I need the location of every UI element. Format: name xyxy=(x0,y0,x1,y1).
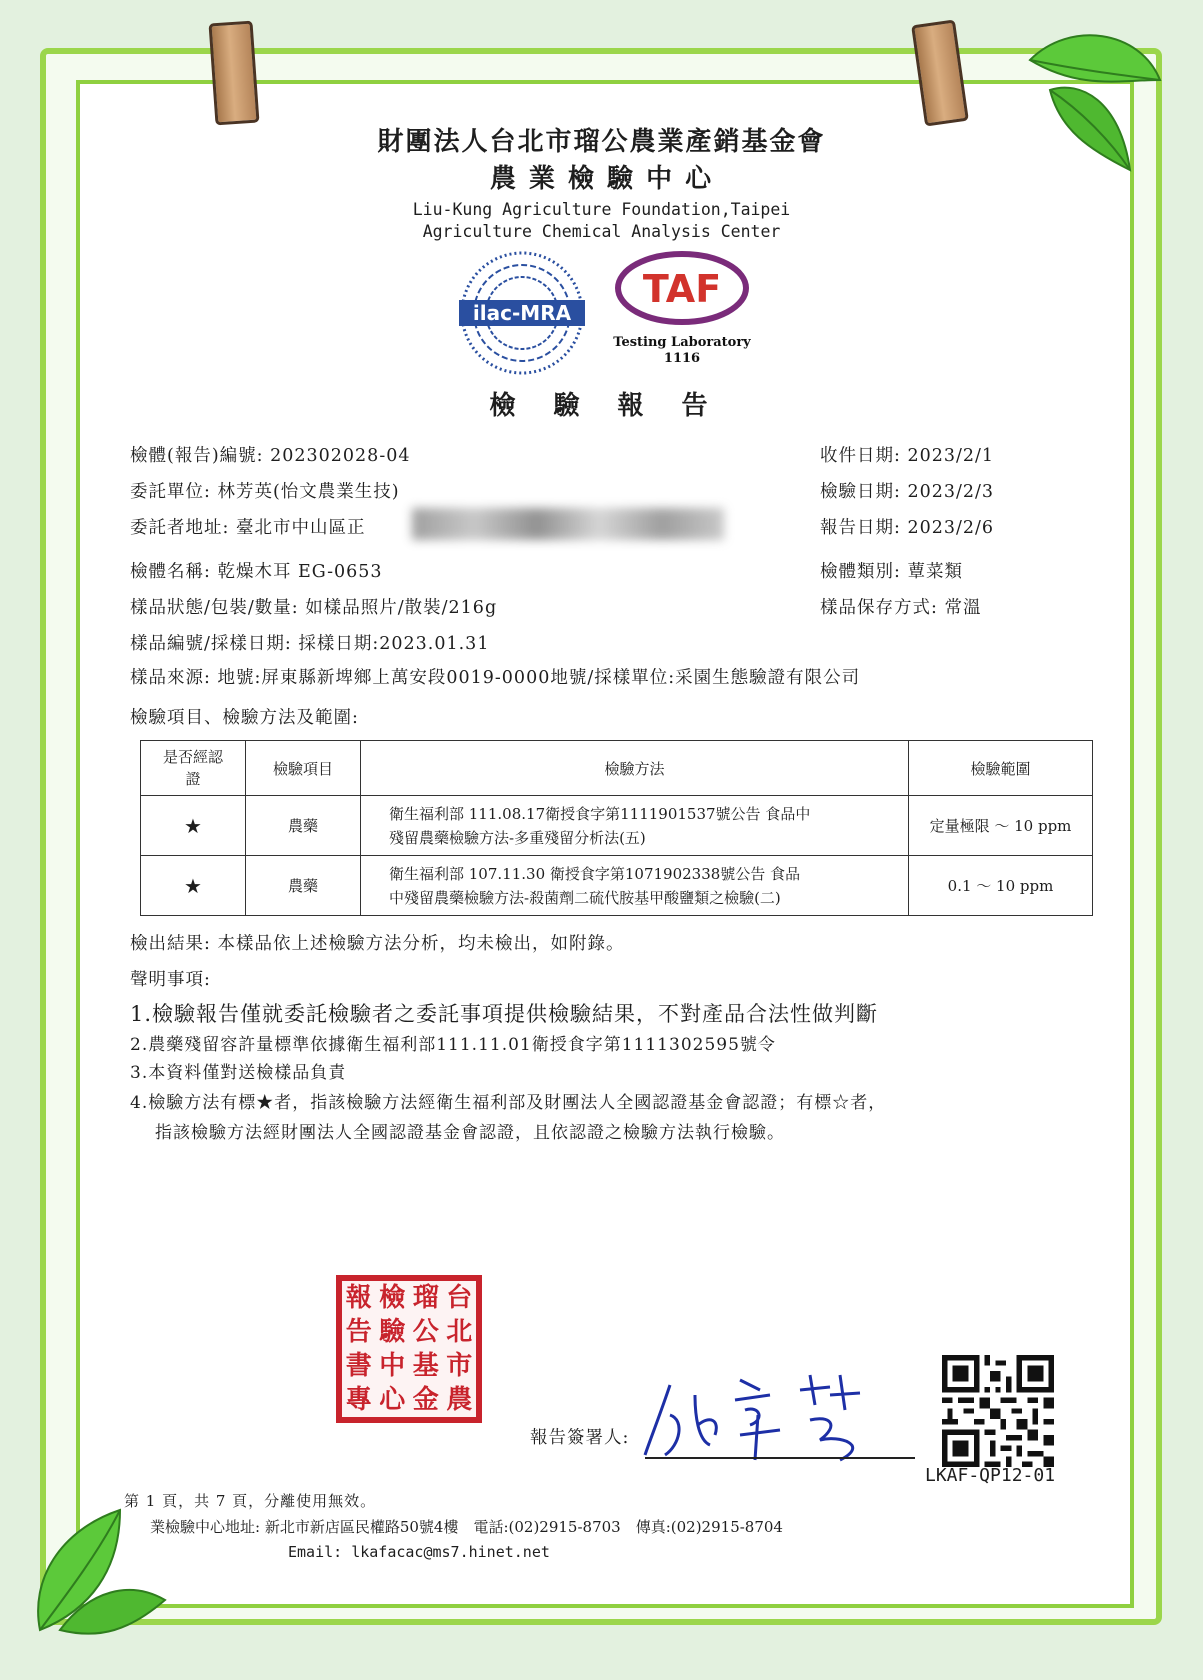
address-blur xyxy=(412,508,724,540)
declaration-item-2: 2.農藥殘留容許量標準依據衛生福利部111.11.01衛授食字第1111302595號令 xyxy=(130,1035,776,1055)
qr-code-icon xyxy=(942,1355,1054,1467)
client-name: 委託單位: 林芳英(怡文農業生技) xyxy=(130,482,400,502)
center-name: 農 業 檢 驗 中 心 xyxy=(489,164,714,194)
test-method: 衛生福利部 107.11.30 衛授食字第1071902338號公告 食品 中殘留農藥檢驗方法-殺菌劑二硫代胺基甲酸鹽類之檢驗(二) xyxy=(361,856,909,916)
document-code: LKAF-QP12-01 xyxy=(925,1465,1056,1486)
svg-text:ilac-MRA: ilac-MRA xyxy=(472,301,572,325)
sample-source: 樣品來源: 地號:屏東縣新埤鄉上萬安段0019-0000地號/採樣單位:采園生態驗證有限公司 xyxy=(130,668,861,688)
sample-name: 檢體名稱: 乾燥木耳 EG-0653 xyxy=(130,562,383,582)
table-row xyxy=(141,856,1093,916)
report-date: 報告日期: 2023/2/6 xyxy=(820,518,995,538)
report-title: 檢 驗 報 告 xyxy=(489,391,714,421)
sample-state: 樣品狀態/包裝/數量: 如樣品照片/散裝/216g xyxy=(130,598,498,618)
taf-logo xyxy=(610,248,756,368)
test-range: 0.1 ～ 10 ppm xyxy=(909,856,1093,916)
accredited-star: ★ xyxy=(141,856,246,916)
declaration-item-4-cont: 指該檢驗方法經財團法人全國認證基金會認證，且依認證之檢驗方法執行檢驗。 xyxy=(155,1123,785,1143)
organization-name-en: Liu-Kung Agriculture Foundation,Taipei xyxy=(412,200,791,219)
client-address: 委託者地址: 臺北市中山區正 xyxy=(130,518,366,538)
header-item: 檢驗項目 xyxy=(246,741,361,796)
leaf-bottom-left-icon xyxy=(20,1490,170,1640)
declaration-item-1: 1.檢驗報告僅就委託檢驗者之委託事項提供檢驗結果，不對產品合法性做判斷 xyxy=(130,1002,879,1026)
report-number: 檢體(報告)編號: 202302028-04 xyxy=(130,446,411,466)
signature-line xyxy=(645,1457,915,1459)
received-date: 收件日期: 2023/2/1 xyxy=(820,446,995,466)
test-item: 農藥 xyxy=(246,856,361,916)
test-date: 檢驗日期: 2023/2/3 xyxy=(820,482,995,502)
header-range: 檢驗範圍 xyxy=(909,741,1093,796)
organization-name: 財團法人台北市瑠公農業產銷基金會 xyxy=(377,127,826,157)
page-indicator: 第 1 頁，共 7 頁，分離使用無效。 xyxy=(124,1492,377,1510)
test-range: 定量極限 ～ 10 ppm xyxy=(909,796,1093,856)
header-method: 檢驗方法 xyxy=(361,741,909,796)
sample-category: 檢體類別: 蕈菜類 xyxy=(820,562,963,582)
accredited-star: ★ xyxy=(141,796,246,856)
tests-heading: 檢驗項目、檢驗方法及範圍: xyxy=(130,708,359,728)
official-seal: 報 檢 瑠 台 告 驗 公 北 書 中 基 市 專 心 金 農 xyxy=(336,1275,482,1423)
storage-method: 樣品保存方式: 常溫 xyxy=(820,598,982,618)
center-name-en: Agriculture Chemical Analysis Center xyxy=(422,222,781,241)
declaration-heading: 聲明事項: xyxy=(130,970,211,990)
signature-label: 報告簽署人: xyxy=(530,1428,630,1448)
declaration-item-4: 4.檢驗方法有標★者，指該檢驗方法經衛生福利部及財團法人全國認證基金會認證；有標☆者， xyxy=(130,1093,887,1113)
footer-address: 業檢驗中心地址: 新北市新店區民權路50號4樓 電話:(02)2915-8703 傳真:(02)2915-8704 xyxy=(150,1518,783,1536)
clothespin-left xyxy=(208,21,259,126)
header-accredited: 是否經認證 xyxy=(141,741,246,796)
table-row xyxy=(141,796,1093,856)
test-method: 衛生福利部 111.08.17衛授食字第1111901537號公告 食品中 殘留農藥檢驗方法-多重殘留分析法(五) xyxy=(361,796,909,856)
svg-text:TAF: TAF xyxy=(642,267,722,311)
handwritten-signature xyxy=(640,1365,920,1465)
footer-email: Email: lkafacac@ms7.hinet.net xyxy=(288,1543,550,1561)
test-item: 農藥 xyxy=(246,796,361,856)
declaration-item-3: 3.本資料僅對送檢樣品負責 xyxy=(130,1063,347,1083)
table-header-row xyxy=(141,741,1093,796)
ilac-mra-logo xyxy=(455,248,589,378)
svg-text:Testing Laboratory: Testing Laboratory xyxy=(613,335,751,350)
sample-number: 樣品編號/採樣日期: 採樣日期:2023.01.31 xyxy=(130,634,490,654)
test-result: 檢出結果: 本樣品依上述檢驗方法分析，均未檢出，如附錄。 xyxy=(130,934,625,954)
svg-text:1116: 1116 xyxy=(663,351,701,366)
test-table xyxy=(140,740,1093,916)
